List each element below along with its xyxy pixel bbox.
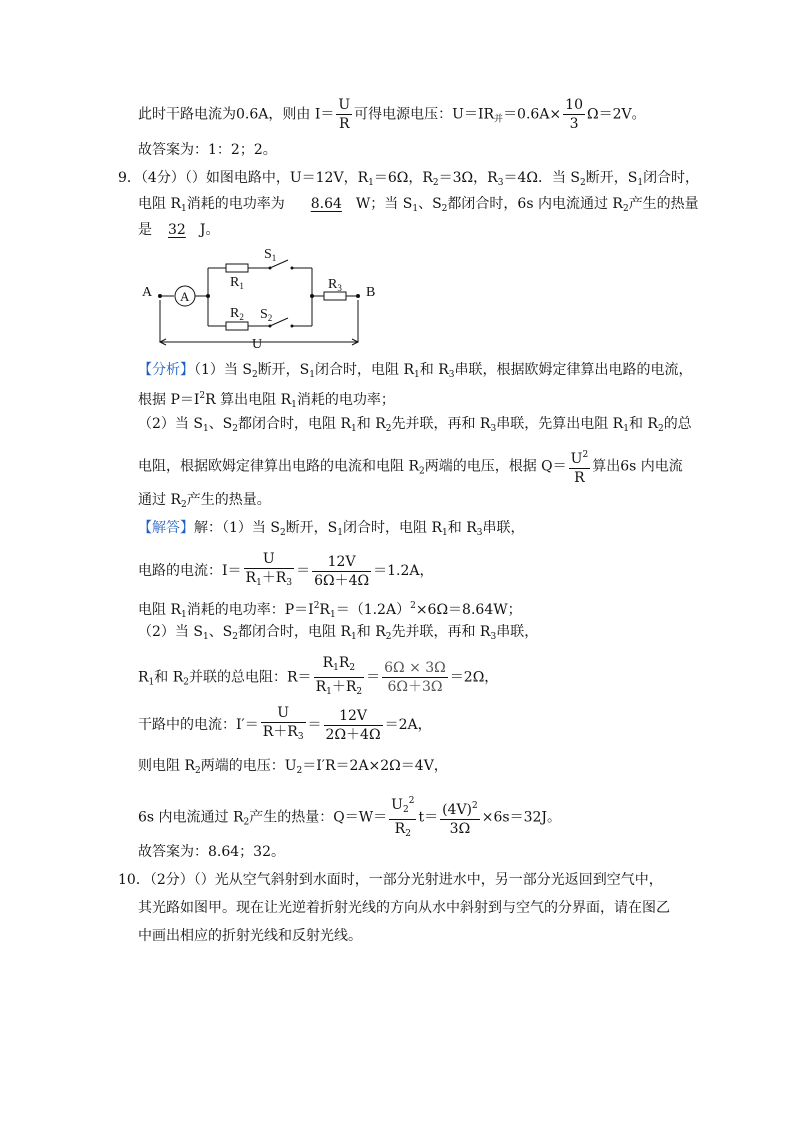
- fraction: $\frac{U_2^2}{R_2}$: [389, 792, 416, 843]
- switch-s2: [270, 318, 288, 326]
- solution-line6: 干路中的电流：I′＝ $\frac{U}{R+R_3}$ ＝ $\frac{12V}{2\Omega+4\Omega}$ ＝2A，: [138, 704, 432, 746]
- fraction: $\frac{12V}{2\Omega+4\Omega}$: [325, 707, 381, 743]
- solution-line2: 电路的电流：I＝ $\frac{U}{R_1+R_3}$ ＝ $\frac{12V}{6\Omega+4\Omega}$ ＝1.2A，: [138, 550, 434, 592]
- ammeter-label: A: [180, 289, 190, 304]
- s2-label: $S_2$: [260, 307, 273, 323]
- fraction: $\frac{U}{R+R_3}$: [261, 704, 306, 746]
- question-9-line3: 是 32 J。: [138, 222, 220, 238]
- question-9-line2: 电阻 $R_1$消耗的电功率为 8.64 W；当 $S_1$、$S_2$都闭合时，6s 内电流通过 $R_2$产生的热量: [138, 196, 699, 214]
- solution-line3: 电阻 $R_1$消耗的电功率：$P=I^2R_1=(1.2A)^2\times 6\Omega=8.64W$；: [138, 601, 522, 620]
- question-9-stem: 9．（4分）（）如图电路中，U＝12V，$R_1=6\Omega$，$R_2=3\Omega$，$R_3=4\Omega$．当 $S_2$断开，$S_1$闭合时，: [118, 170, 700, 188]
- terminal-b-label: B: [366, 285, 376, 300]
- resistor-r2: [226, 322, 248, 330]
- fraction: $\frac{12V}{6\Omega+4\Omega}$: [314, 553, 370, 589]
- resistor-r3: [324, 292, 346, 300]
- fraction: $\frac{R_1R_2}{R_1+R_2}$: [314, 654, 365, 701]
- answer-blank: 8.64: [310, 196, 342, 212]
- text-line: 此时干路电流为0.6A，则由 I＝ $\frac{U}{R}$ 可得电源电压：$U=IR_并=0.6A\times$ $\frac{10}{3}$ Ω＝2V。: [138, 97, 646, 132]
- answer-line: 故答案为：8.64；32。: [138, 844, 285, 860]
- fraction: $\frac{U}{R}$: [338, 97, 351, 132]
- solution-line4: （2）当 $S_1$、$S_2$都闭合时，电阻 $R_1$和 $R_2$先并联，再和 $R_3$串联，: [138, 624, 539, 642]
- analysis-tag: 【分析】: [138, 362, 194, 378]
- solution-tag: 【解答】: [138, 520, 194, 536]
- terminal-a-label: A: [142, 285, 153, 300]
- solution-line7: 则电阻 $R_2$两端的电压：$U_2=I'R=2A\times 2\Omega=4V$，: [138, 758, 448, 776]
- fraction: $\frac{U^2}{R}$: [570, 450, 589, 486]
- voltage-u-label: U: [252, 337, 263, 350]
- analysis-line2: 根据 $P=I^2R$ 算出电阻 $R_1$消耗的电功率；: [138, 391, 395, 410]
- analysis-line3: （2）当 $S_1$、$S_2$都闭合时，电阻 $R_1$和 $R_2$先并联，再和 $R_3$串联，先算出电阻 $R_1$和 $R_2$的总: [138, 416, 692, 434]
- solution-line5: $R_1$和 $R_2$并联的总电阻：R＝ $\frac{R_1R_2}{R_1+R_2}$ ＝ $\frac{6\Omega \times 3\Omega}{6\Omega+3\Omega}$ ＝2Ω，: [138, 654, 498, 701]
- fraction: $\frac{U}{R_1+R_3}$: [244, 550, 295, 592]
- analysis-line5: 通过 $R_2$产生的热量。: [138, 492, 271, 510]
- r2-label: $R_2$: [230, 306, 244, 322]
- solution-line1: 【解答】解：（1）当 $S_2$断开，$S_1$闭合时，电阻 $R_1$和 $R_3$串联，: [138, 520, 525, 538]
- question-10-line3: 中画出相应的折射光线和反射光线。: [138, 928, 362, 944]
- solution-line8: 6s 内电流通过 $R_2$产生的热量：Q＝W＝ $\frac{U_2^2}{R_2}$ t＝ $\frac{(4V)^2}{3\Omega}$ ×6s＝32J。: [138, 792, 561, 843]
- r1-label: $R_1$: [230, 275, 244, 291]
- resistor-r1: [226, 264, 248, 272]
- question-10-line2: 其光路如图甲。现在让光逆着折射光线的方向从水中斜射到与空气的分界面，请在图乙: [138, 900, 670, 916]
- analysis-line4: 电阻，根据欧姆定律算出电路的电流和电阻 $R_2$两端的电压，根据 Q＝ $\frac{U^2}{R}$ 算出6s 内电流: [138, 446, 683, 487]
- fraction: $\frac{6\Omega \times 3\Omega}{6\Omega+3\Omega}$: [384, 660, 446, 695]
- r3-label: $R_3$: [328, 277, 342, 293]
- circuit-diagram: [130, 244, 390, 350]
- s1-label: $S_1$: [264, 247, 277, 263]
- analysis-line1: 【分析】（1）当 $S_2$断开，$S_1$闭合时，电阻 $R_1$和 $R_3$串联，根据欧姆定律算出电路的电流，: [138, 362, 693, 380]
- question-10-line1: 10．（2分）（）光从空气斜射到水面时，一部分光射进水中，另一部分光返回到空气中，: [118, 872, 663, 888]
- answer-blank: 32: [168, 222, 186, 238]
- fraction: $\frac{10}{3}$: [565, 97, 583, 132]
- fraction: $\frac{(4V)^2}{3\Omega}$: [442, 801, 478, 837]
- answer-line: 故答案为：1：2；2。: [138, 142, 277, 158]
